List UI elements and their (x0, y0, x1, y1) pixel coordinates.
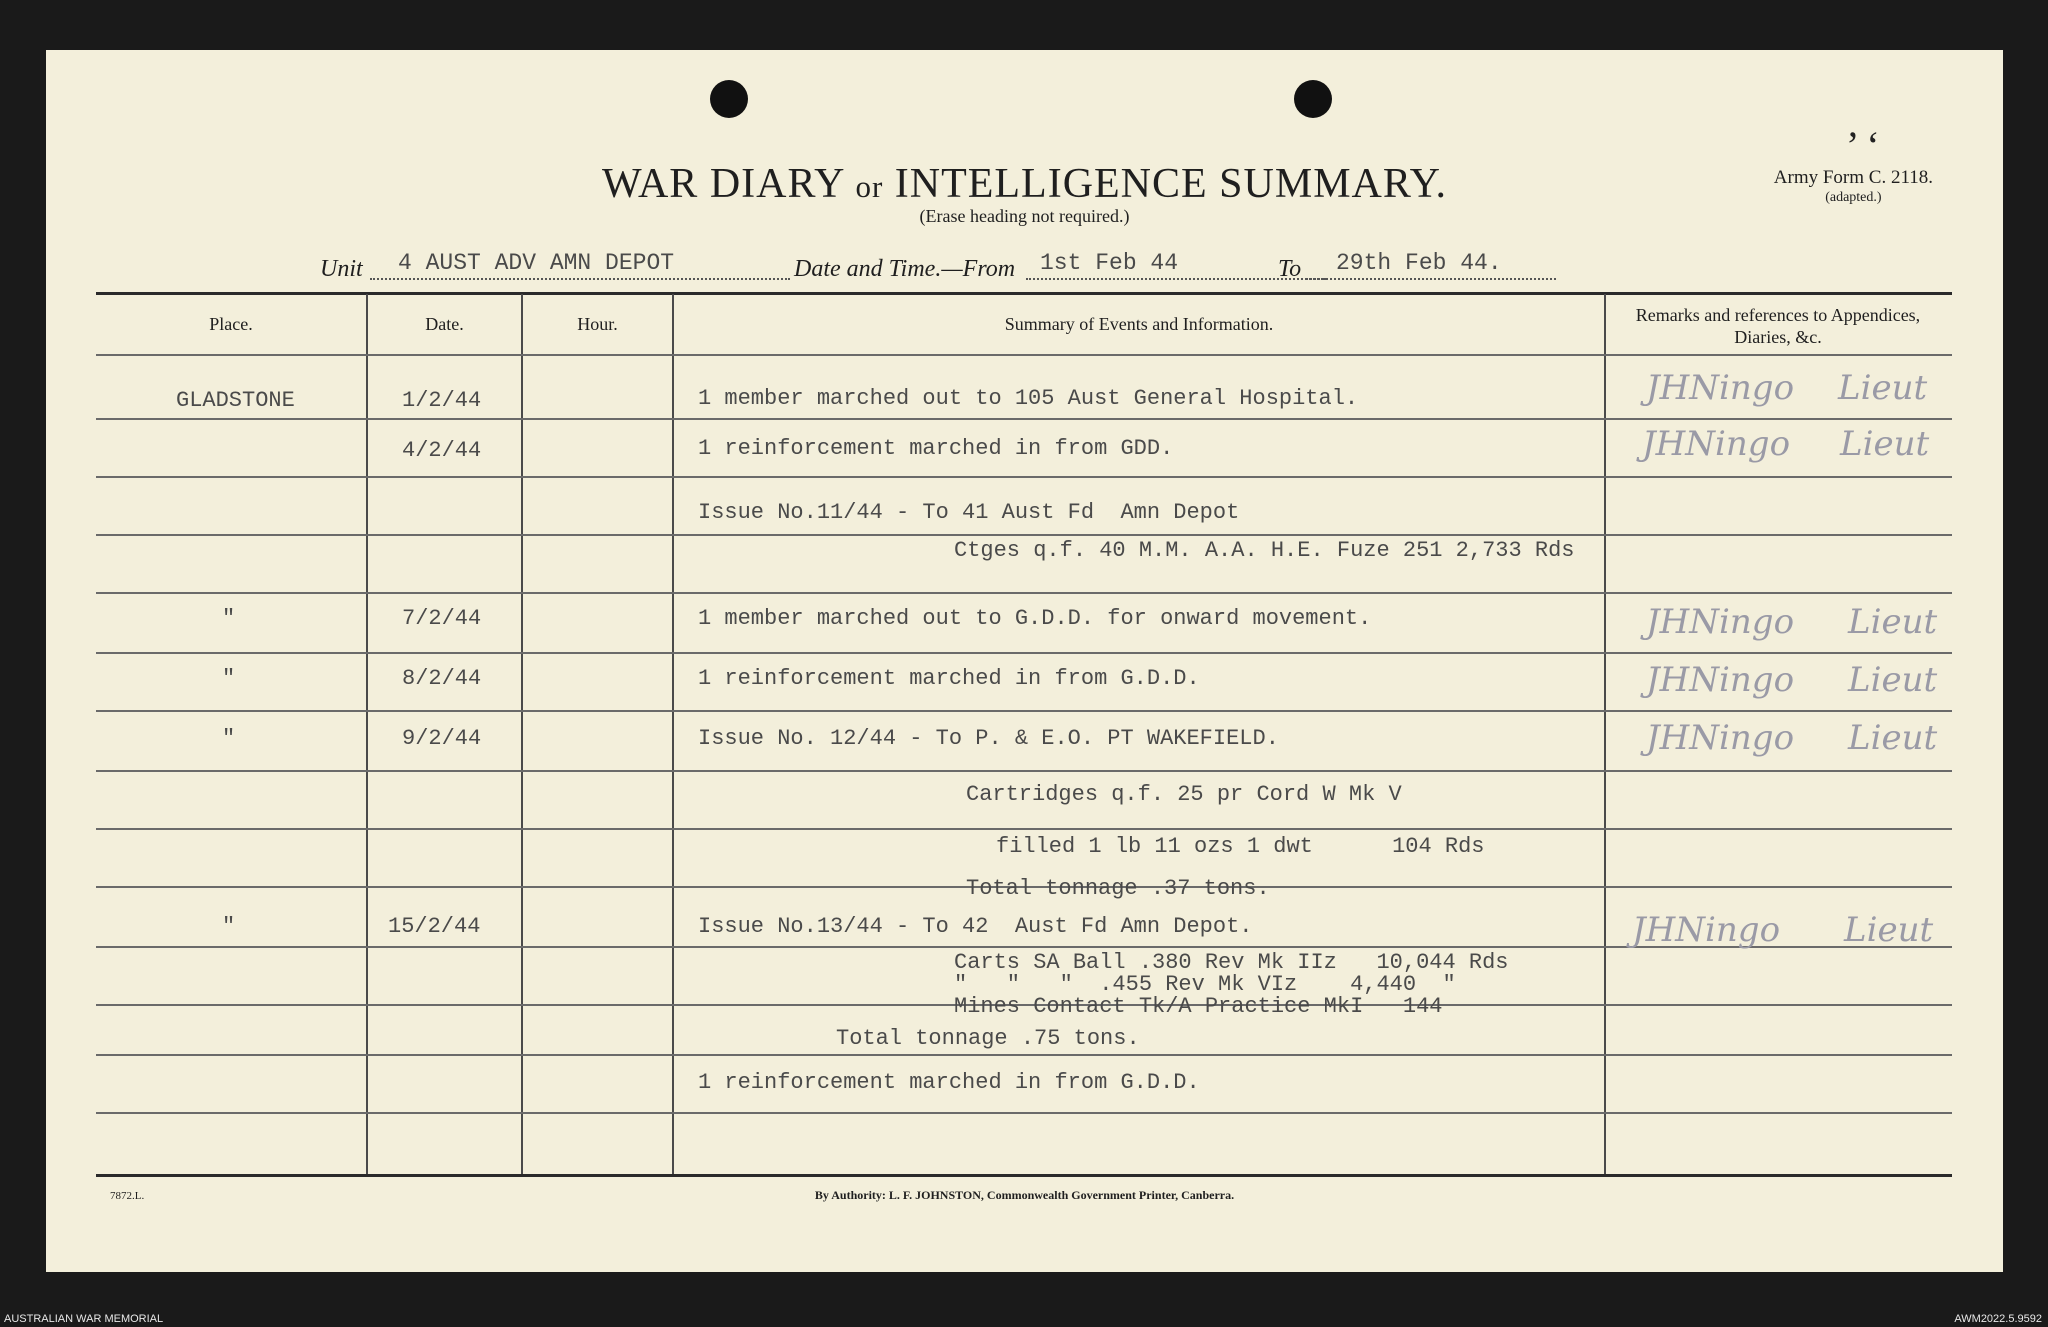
subtitle: (Erase heading not required.) (919, 206, 1130, 226)
entry-summary: Issue No. 12/44 - To P. & E.O. PT WAKEFIELD. (698, 726, 1279, 751)
signature (1646, 660, 1937, 700)
entry-summary: Total tonnage .75 tons. (836, 1026, 1140, 1051)
entry-summary: 1 member marched out to 105 Aust General Hospital. (698, 386, 1359, 411)
entry-place: " (222, 606, 236, 631)
punch-hole (1294, 80, 1332, 118)
unit-dots (370, 278, 790, 280)
entry-summary: 1 reinforcement marched in from GDD. (698, 436, 1174, 461)
signature-rank: Lieut (1848, 718, 1938, 758)
entry-summary: 1 member marched out to G.D.D. for onward movement. (698, 606, 1372, 631)
to-value: 29th Feb 44. (1336, 250, 1502, 276)
entry-summary: Issue No.13/44 - To 42 Aust Fd Amn Depot. (698, 914, 1253, 939)
punch-hole (710, 80, 748, 118)
signature (1632, 910, 1933, 950)
column-header-remarks: Remarks and references to Appendices, Diaries, &c. (1635, 305, 1921, 347)
entry-date: 4/2/44 (402, 438, 482, 463)
signature-name: JHNingo (1642, 424, 1791, 464)
column-divider (366, 294, 368, 1174)
column-header-place: Place. (209, 314, 253, 334)
table-bottom-border (96, 1174, 1952, 1177)
row-rule (96, 1054, 1952, 1056)
printer-authority: By Authority: L. F. JOHNSTON, Commonwealth Government Printer, Canberra. (814, 1188, 1235, 1202)
title-intelligence-summary: INTELLIGENCE SUMMARY. (894, 161, 1447, 207)
column-header-hour: Hour. (577, 314, 618, 334)
signature-name: JHNingo (1646, 718, 1795, 758)
signature (1646, 368, 1927, 408)
caption-accession-number: AWM2022.5.9592 (1954, 1313, 2042, 1325)
army-form-label (1774, 168, 1933, 208)
signature-rank: Lieut (1848, 660, 1938, 700)
column-header-summary: Summary of Events and Information. (1004, 314, 1274, 334)
entry-place: " (222, 914, 236, 939)
unit-value: 4 AUST ADV AMN DEPOT (398, 250, 675, 276)
form-number: 7872.L. (110, 1190, 145, 1202)
army-form-number: Army Form C. 2118. (1773, 167, 1933, 188)
entry-date: 8/2/44 (402, 666, 482, 691)
row-rule (96, 592, 1952, 594)
column-divider (1604, 294, 1606, 1174)
row-rule (96, 476, 1952, 478)
entry-summary: Total tonnage .37 tons. (966, 876, 1270, 901)
entry-summary: 1 reinforcement marched in from G.D.D. (698, 666, 1200, 691)
entry-summary: Mines Contact Tk/A Practice MkI 144 (954, 994, 1443, 1019)
to-dots (1306, 278, 1556, 280)
row-rule (96, 652, 1952, 654)
entry-summary: filled 1 lb 11 ozs 1 dwt 104 Rds (996, 834, 1485, 859)
caption-institution: AUSTRALIAN WAR MEMORIAL (4, 1313, 164, 1325)
signature-name: JHNingo (1646, 660, 1795, 700)
signature-rank: Lieut (1838, 368, 1928, 408)
top-marks: ’ ‘ (1846, 123, 1880, 168)
column-divider (521, 294, 523, 1174)
entry-summary: Ctges q.f. 40 M.M. A.A. H.E. Fuze 251 2,733 Rds (954, 538, 1575, 563)
column-divider (672, 294, 674, 1174)
entry-date: 7/2/44 (402, 606, 482, 631)
unit-label: Unit (320, 256, 363, 282)
entry-summary: Cartridges q.f. 25 pr Cord W Mk V (966, 782, 1402, 807)
entry-summary: Carts SA Ball .380 Rev Mk IIz 10,044 Rds (954, 950, 1509, 975)
entry-summary: 1 reinforcement marched in from G.D.D. (698, 1070, 1200, 1095)
signature-name: JHNingo (1646, 602, 1795, 642)
diary-page (46, 50, 2003, 1272)
signature (1646, 718, 1937, 758)
signature-rank: Lieut (1840, 424, 1930, 464)
table-top-border (96, 292, 1952, 295)
entry-place: GLADSTONE (176, 388, 295, 413)
title-or: or (855, 169, 884, 204)
entry-summary: Issue No.11/44 - To 41 Aust Fd Amn Depot (698, 500, 1240, 525)
army-form-note: (adapted.) (1825, 190, 1882, 205)
signature-name: JHNingo (1646, 368, 1795, 408)
row-rule (96, 418, 1952, 420)
entry-place: " (222, 726, 236, 751)
row-rule (96, 828, 1952, 830)
entry-date: 9/2/44 (402, 726, 482, 751)
entry-date: 1/2/44 (402, 388, 482, 413)
from-value: 1st Feb 44 (1040, 250, 1179, 276)
row-rule (96, 1112, 1952, 1114)
to-label: To (1278, 256, 1302, 282)
entry-summary: " " " .455 Rev Mk VIz 4,440 " (954, 972, 1456, 997)
entry-date: 15/2/44 (388, 914, 481, 939)
page-title (46, 160, 2003, 208)
signature-rank: Lieut (1848, 602, 1938, 642)
signature (1642, 424, 1929, 464)
row-rule (96, 354, 1952, 356)
entry-place: " (222, 666, 236, 691)
row-rule (96, 770, 1952, 772)
title-war-diary: WAR DIARY (601, 161, 844, 207)
signature (1646, 602, 1937, 642)
signature-rank: Lieut (1844, 910, 1934, 950)
row-rule (96, 710, 1952, 712)
date-time-label: Date and Time.—From (794, 256, 1016, 282)
row-rule (96, 534, 1952, 536)
column-header-date: Date. (425, 314, 464, 334)
signature-name: JHNingo (1632, 910, 1781, 950)
